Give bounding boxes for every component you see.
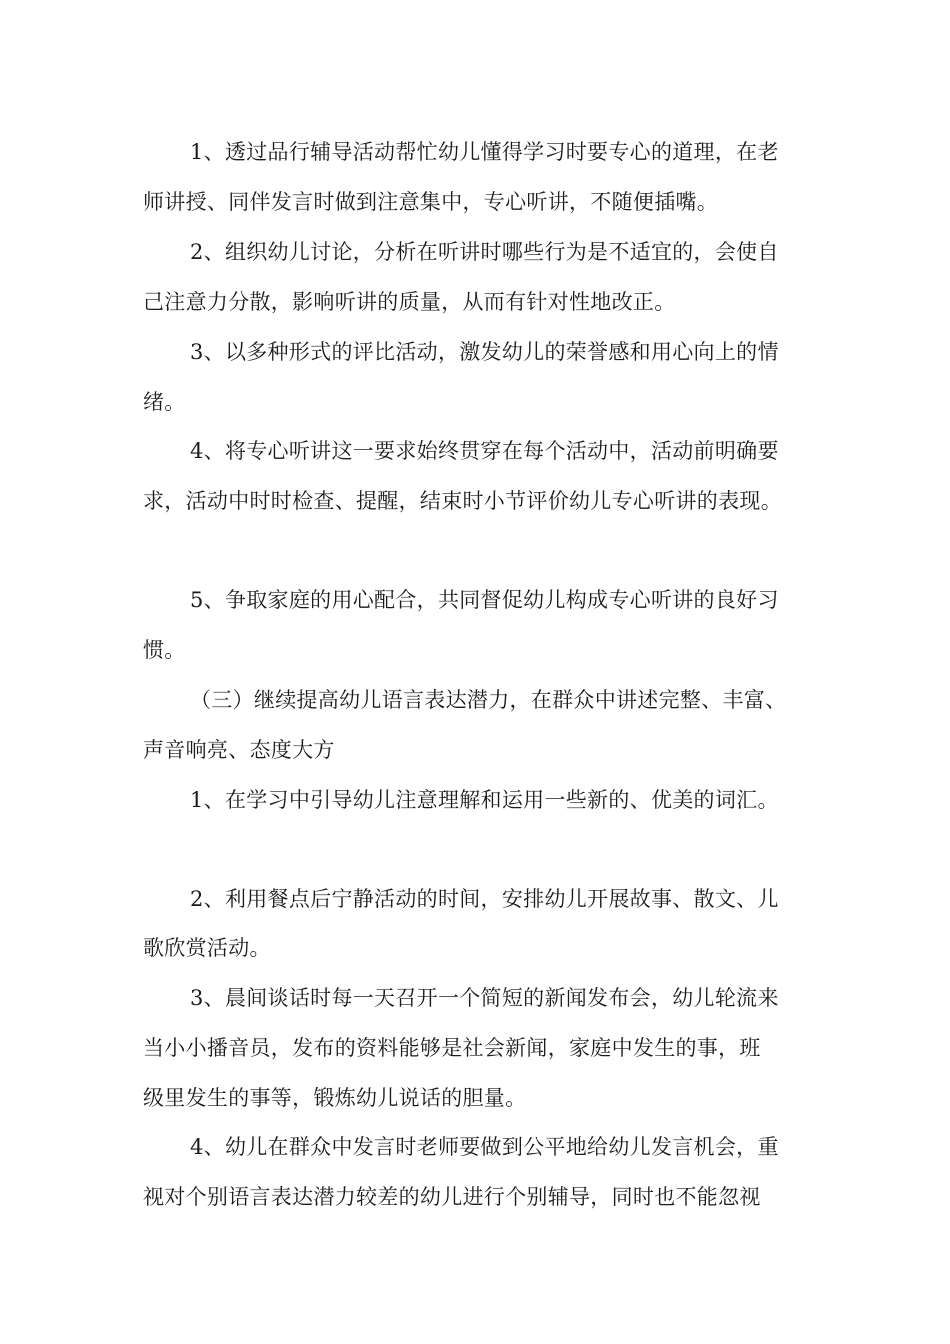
paragraph-line: 绪。 — [143, 390, 186, 414]
paragraph-line: 求，活动中时时检查、提醒，结束时小节评价幼儿专心听讲的表现。 — [143, 489, 782, 513]
paragraph-line: 1、在学习中引导幼儿注意理解和运用一些新的、优美的词汇。 — [190, 788, 779, 812]
paragraph-line: 3、晨间谈话时每一天召开一个简短的新闻发布会，幼儿轮流来 — [190, 986, 779, 1010]
paragraph-line: 2、组织幼儿讨论，分析在听讲时哪些行为是不适宜的，会使自 — [190, 240, 779, 264]
paragraph-line: 2、利用餐点后宁静活动的时间，安排幼儿开展故事、散文、儿 — [190, 887, 779, 911]
paragraph-line: 5、争取家庭的用心配合，共同督促幼儿构成专心听讲的良好习 — [190, 588, 779, 612]
section-heading-line: （三）继续提高幼儿语言表达潜力，在群众中讲述完整、丰富、 — [190, 688, 787, 712]
paragraph-line: 1、透过品行辅导活动帮忙幼儿懂得学习时要专心的道理，在老 — [190, 140, 779, 164]
paragraph-line: 4、将专心听讲这一要求始终贯穿在每个活动中，活动前明确要 — [190, 439, 779, 463]
paragraph-line: 3、以多种形式的评比活动，激发幼儿的荣誉感和用心向上的情 — [190, 340, 779, 364]
paragraph-line: 歌欣赏活动。 — [143, 936, 271, 960]
paragraph-line: 己注意力分散，影响听讲的质量，从而有针对性地改正。 — [143, 290, 676, 314]
section-heading-line: 声音响亮、态度大方 — [143, 738, 335, 762]
paragraph-line: 级里发生的事等，锻炼幼儿说话的胆量。 — [143, 1086, 527, 1110]
paragraph-line: 师讲授、同伴发言时做到注意集中，专心听讲，不随便插嘴。 — [143, 190, 719, 214]
paragraph-line: 4、幼儿在群众中发言时老师要做到公平地给幼儿发言机会，重 — [190, 1135, 779, 1159]
paragraph-line: 视对个别语言表达潜力较差的幼儿进行个别辅导，同时也不能忽视 — [143, 1185, 761, 1209]
paragraph-line: 惯。 — [143, 638, 186, 662]
paragraph-line: 当小小播音员，发布的资料能够是社会新闻，家庭中发生的事，班 — [143, 1036, 761, 1060]
